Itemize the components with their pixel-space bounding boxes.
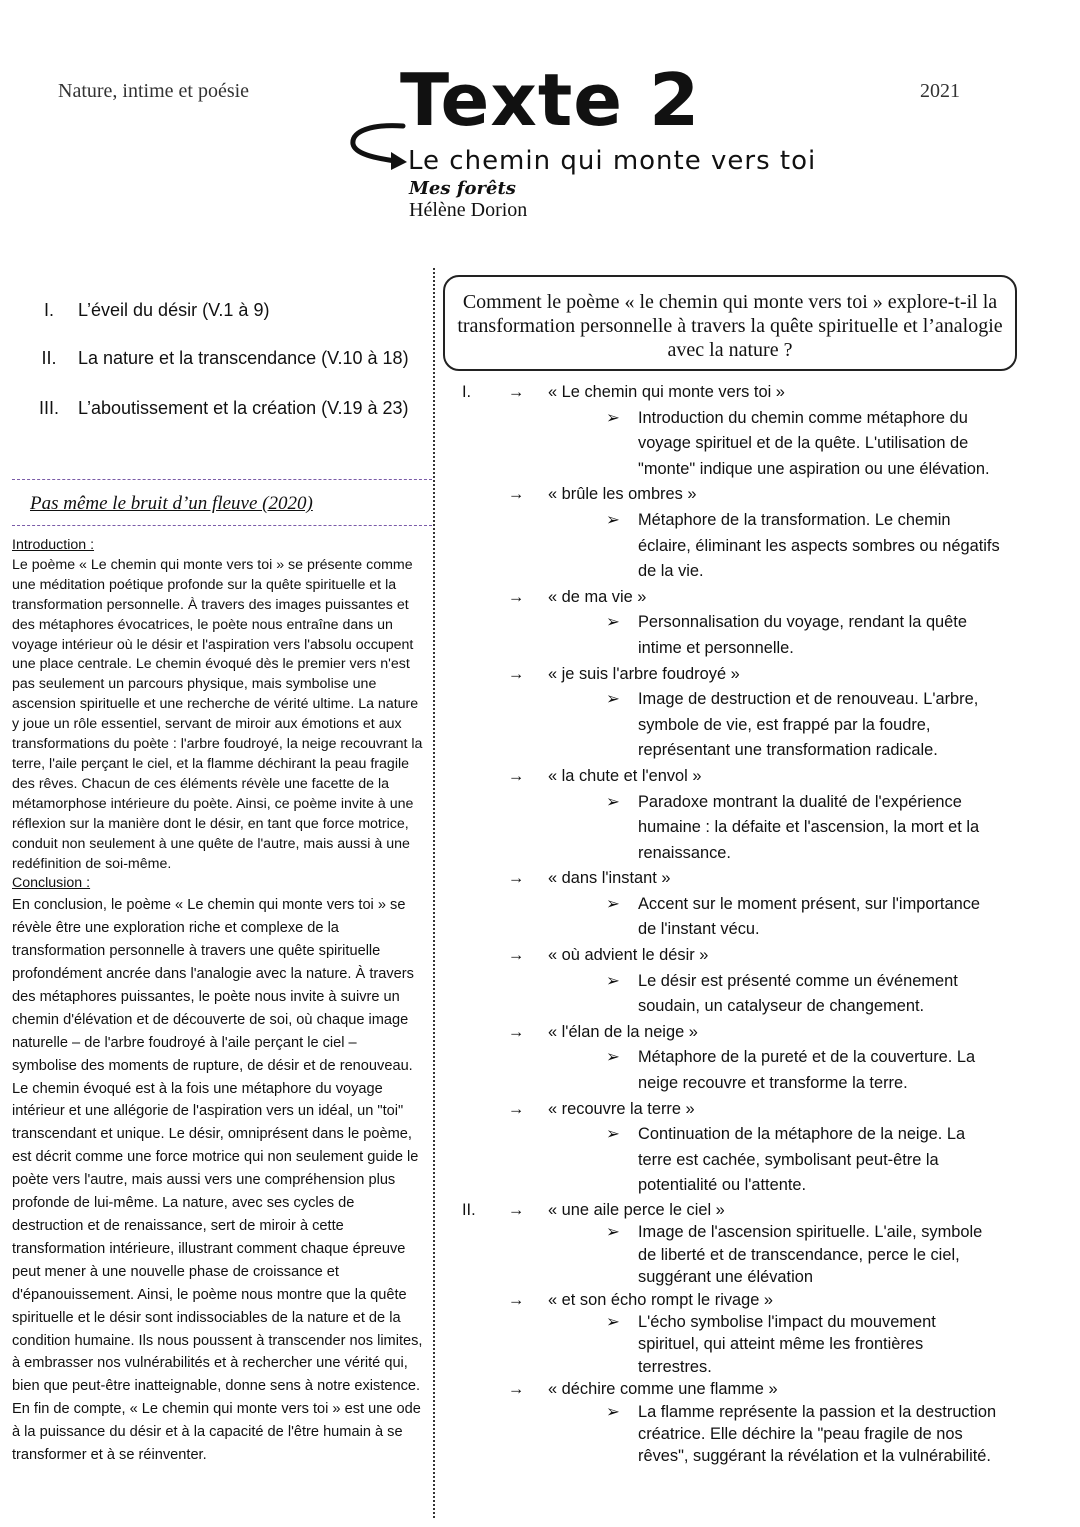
quote: « l'élan de la neige »: [548, 1022, 698, 1041]
outline-note: [440, 1122, 1040, 1199]
bullet-icon: ➢: [606, 1223, 620, 1242]
outline-note: [440, 687, 1040, 764]
quote: « brûle les ombres »: [548, 485, 697, 504]
bullet-icon: ➢: [606, 971, 620, 990]
outline-item: [440, 1199, 1040, 1221]
conclusion-heading: Conclusion :: [12, 875, 91, 892]
outline-note: [440, 1221, 1040, 1288]
outline-note: [440, 1045, 1040, 1096]
plan-number: I.: [43, 300, 54, 320]
arrow-icon: →: [508, 946, 525, 965]
bullet-icon: ➢: [606, 408, 620, 427]
note-text: Le désir est présenté comme un événement soudain, un catalyseur de changement.: [638, 971, 958, 1016]
note-text: La flamme représente la passion et la destruction créatrice. Elle déchire la "peau fragile de nos rêves", suggérant la révélation et la vulnérabilité.: [638, 1402, 997, 1466]
author-name: Hélène Dorion: [409, 199, 528, 221]
quote: « la chute et l'envol »: [548, 766, 702, 785]
section-number: II.: [462, 1201, 476, 1219]
arrow-icon: →: [508, 664, 525, 683]
outline-item: [440, 380, 1040, 406]
collection-title: Mes forêts: [409, 178, 516, 199]
quote: « de ma vie »: [548, 587, 647, 606]
quote: « Le chemin qui monte vers toi »: [548, 383, 785, 401]
outline-item: [440, 1378, 1040, 1400]
problematic-box: Comment le poème « le chemin qui monte vers toi » explore-t-il la transformation personnelle à travers la quête spirituelle et l’analogie avec la nature ?: [443, 275, 1017, 371]
outline-item: [440, 1097, 1040, 1123]
plan-item: [20, 348, 409, 369]
arrow-icon: →: [508, 1099, 525, 1118]
other-work-title: Pas même le bruit d’un fleuve (2020): [30, 493, 313, 514]
note-text: Continuation de la métaphore de la neige. La terre est cachée, symbolisant peut-être la potentialité ou l'attente.: [638, 1125, 966, 1195]
quote: « où advient le désir »: [548, 946, 709, 965]
note-text: L'écho symbolise l'impact du mouvement spirituel, qui atteint même les frontières terrestres.: [638, 1313, 936, 1376]
note-text: Métaphore de la pureté et de la couverture. La neige recouvre et transforme la terre.: [638, 1048, 976, 1093]
arrow-icon: →: [508, 766, 525, 785]
quote: « recouvre la terre »: [548, 1099, 695, 1118]
plan-number: III.: [38, 398, 59, 418]
quote: « et son écho rompt le rivage »: [548, 1290, 774, 1309]
page-title: Texte 2: [400, 58, 701, 142]
curved-arrow-icon: [345, 118, 415, 178]
bullet-icon: ➢: [606, 1402, 620, 1421]
theme-label: Nature, intime et poésie: [58, 80, 250, 102]
arrow-icon: →: [508, 587, 525, 606]
note-text: Introduction du chemin comme métaphore du voyage spirituel et de la quête. L'utilisation de "monte" indique une aspiration ou une élévation.: [638, 408, 990, 478]
plan-label: L’aboutissement et la création (V.19 à 23): [78, 398, 409, 418]
bullet-icon: ➢: [606, 792, 620, 811]
bullet-icon: ➢: [606, 510, 620, 529]
bullet-icon: ➢: [606, 1048, 620, 1067]
note-text: Métaphore de la transformation. Le chemin éclaire, éliminant les aspects sombres ou négatifs de la vie.: [638, 510, 1000, 581]
arrow-icon: →: [508, 383, 525, 401]
outline-item: [440, 585, 1040, 611]
arrow-icon: →: [508, 869, 525, 888]
plan-number: II.: [41, 348, 57, 368]
outline-note: [440, 406, 1040, 483]
plan-item: [20, 398, 409, 419]
outline-note: [440, 610, 1040, 661]
plan-label: La nature et la transcendance (V.10 à 18): [78, 348, 409, 368]
bullet-icon: ➢: [606, 613, 620, 632]
note-text: Paradoxe montrant la dualité de l'expérience humaine : la défaite et l'ascension, la mort et la renaissance.: [638, 792, 980, 862]
introduction: [12, 536, 424, 874]
outline-note: [440, 1311, 1040, 1378]
conclusion-text: En conclusion, le poème « Le chemin qui monte vers toi » se révèle être une exploration riche et complexe de la transformation personnelle à travers une quête spirituelle profondément ancrée dans l'analogie avec la nature. À travers des métaphores puissantes, le poète nous invite à suivre un chemin d'élévation et de découverte de soi, où chaque image naturelle – de l'arbre foudroyé à l'aile perçant le ciel – symbolise des moments de rupture, de désir et de renouveau. Le chemin évoqué est à la fois une métaphore du voyage intérieur et une allégorie de l'aspiration vers un idéal, un "toi" transcendant et unique. Le désir, omniprésent dans le poème, est décrit comme une force motrice qui non seulement guide le poète vers l'autre, mais aussi vers une compréhension plus profonde de lui-même. La nature, avec ses cycles de destruction et de renaissance, sert de miroir à cette transformation intérieure, illustrant comment chaque épreuve peut mener à une nouvelle phase de croissance et d'épanouissement. Ainsi, le poème nous montre que la quête spirituelle et le désir sont indissociables de la nature et de la condition humaine. Ils nous poussent à transcender nos limites, à embrasser nos vulnérabilités et à rechercher une vérité qui, bien que peut-être inatteignable, donne sens à notre existence. En fin de compte, « Le chemin qui monte vers toi » est une ode à la puissance du désir et à la capacité de l'être humain à se transformer et à se réinventer.: [12, 897, 423, 1464]
conclusion: [12, 874, 424, 1467]
outline-note: [440, 790, 1040, 867]
plan-label: L’éveil du désir (V.1 à 9): [78, 300, 270, 320]
note-text: Accent sur le moment présent, sur l'importance de l'instant vécu.: [638, 894, 981, 939]
outline-item: [440, 482, 1040, 508]
outline-item: [440, 866, 1040, 892]
quote: « déchire comme une flamme »: [548, 1380, 778, 1399]
arrow-icon: →: [508, 1380, 525, 1399]
outline-item: [440, 662, 1040, 688]
year-label: 2021: [920, 80, 960, 102]
note-text: Image de l'ascension spirituelle. L'aile, symbole de liberté et de transcendance, perce le ciel, suggérant une élévation: [638, 1223, 983, 1287]
quote: « dans l'instant »: [548, 869, 671, 888]
section-divider: [12, 479, 432, 480]
outline-item: [440, 943, 1040, 969]
note-text: Image de destruction et de renouveau. L'arbre, symbole de vie, est frappé par la foudre, représentant une transformation radicale.: [638, 690, 979, 760]
arrow-icon: →: [508, 1290, 525, 1309]
analysis-outline: [440, 380, 1040, 1468]
bullet-icon: ➢: [606, 894, 620, 913]
plan-item: [20, 300, 269, 321]
outline-note: [440, 1401, 1040, 1468]
outline-item: [440, 764, 1040, 790]
outline-note: [440, 969, 1040, 1020]
outline-note: [440, 892, 1040, 943]
quote: « je suis l'arbre foudroyé »: [548, 664, 740, 683]
bullet-icon: ➢: [606, 690, 620, 709]
outline-item: [440, 1289, 1040, 1311]
section-divider: [12, 525, 432, 526]
quote: « une aile perce le ciel »: [548, 1201, 725, 1219]
section-number: I.: [462, 383, 472, 401]
poem-title: Le chemin qui monte vers toi: [408, 146, 817, 176]
analysis-text: [12, 536, 424, 1467]
outline-item: [440, 1020, 1040, 1046]
introduction-text: Le poème « Le chemin qui monte vers toi » se présente comme une méditation poétique profonde sur la quête spirituelle et la transformation personnelle. À travers des images puissantes et des métaphores évocatrices, le poète nous entraîne dans un voyage intérieur où le désir et l'aspiration vers l'absolu occupent une place centrale. Le chemin évoqué dès le premier vers n'est pas seulement un parcours physique, mais symbolise une ascension spirituelle et une recherche de vérité ultime. La nature y joue un rôle essentiel, servant de miroir aux émotions et aux transformations du poète : l'arbre foudroyé, la neige recouvrant la terre, l'aile perçant le ciel, et la flamme déchirant la peau fragile des rêves. Chacun de ces éléments révèle une facette de la métamorphose intérieure du poète. Ainsi, ce poème invite à une réflexion sur la manière dont le désir, en tant que force motrice, conduit non seulement à une quête de l'autre, mais aussi à une redéfinition de soi-même.: [12, 556, 423, 872]
arrow-icon: →: [508, 485, 525, 504]
bullet-icon: ➢: [606, 1313, 620, 1332]
column-divider: [433, 268, 435, 1518]
outline-note: [440, 508, 1040, 585]
introduction-heading: Introduction :: [12, 537, 95, 553]
arrow-icon: →: [508, 1201, 525, 1219]
note-text: Personnalisation du voyage, rendant la quête intime et personnelle.: [638, 613, 967, 657]
bullet-icon: ➢: [606, 1125, 620, 1144]
arrow-icon: →: [508, 1022, 525, 1041]
